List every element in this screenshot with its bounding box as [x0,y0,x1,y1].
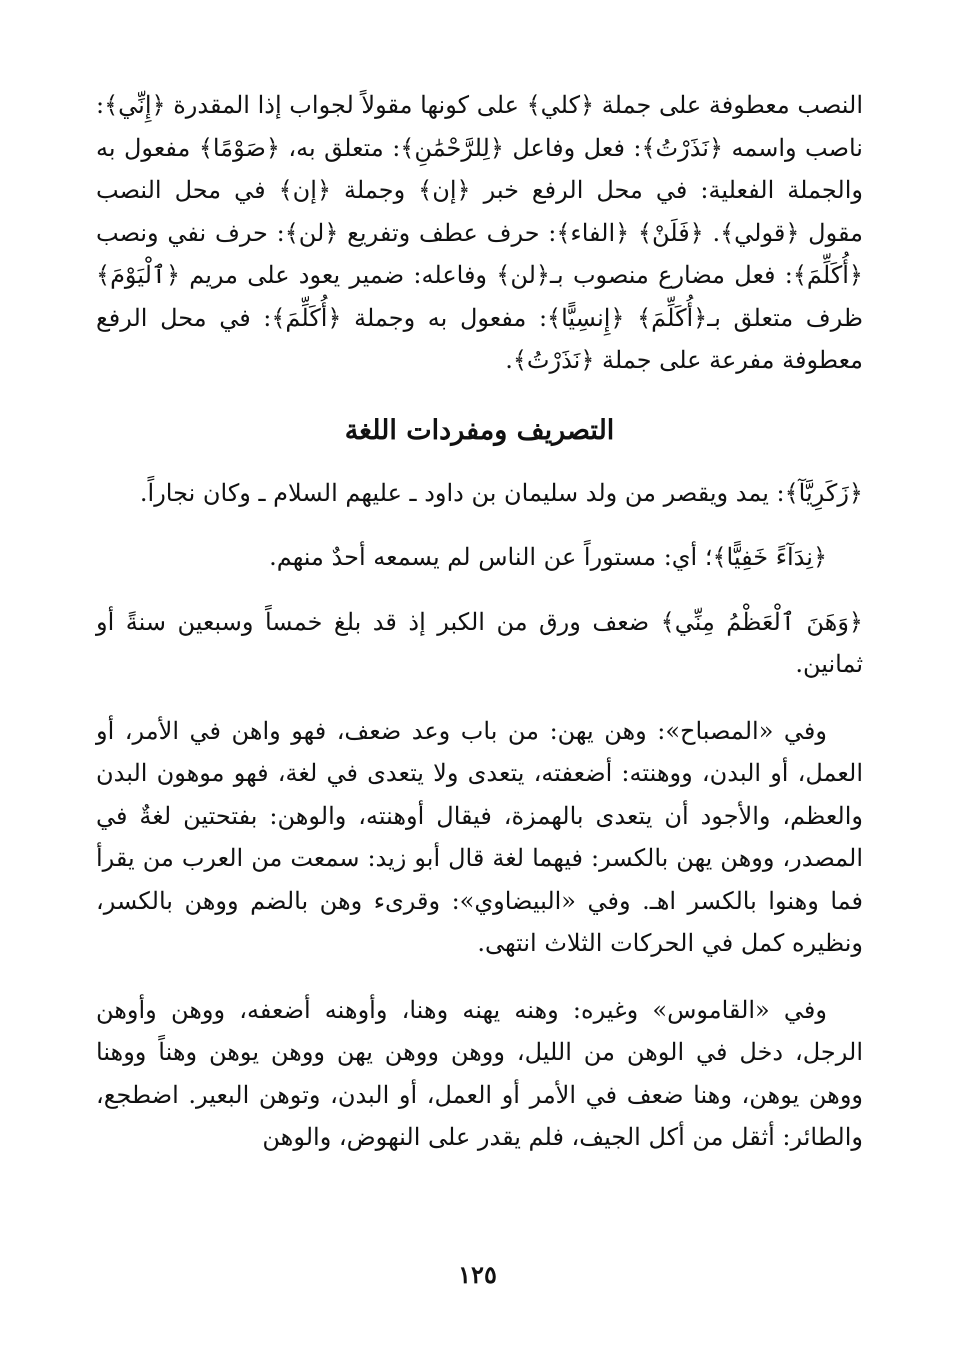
page-body [96,84,863,1159]
section-heading: التصريف ومفردات اللغة [344,414,615,446]
paragraph-grammar-analysis: النصب معطوفة على جملة ﴿كلي﴾ على كونها مقولاً لجواب إذا المقدرة ﴿إِنِّي﴾: ناصب واسمه ﴿نَذَرْتُ﴾: فعل وفاعل ﴿لِلرَّحْمَٰنِ﴾: متعلق به، ﴿صَوْمًا﴾ مفعول به والجملة الفعلية: في محل الرفع خبر ﴿إن﴾ وجملة ﴿إن﴾ في محل النصب مقول ﴿قولي﴾. ﴿فَلَنْ﴾ ﴿الفاء﴾: حرف عطف وتفريع ﴿لن﴾: حرف نفي ونصب ﴿أُكَلِّمَ﴾: فعل مضارع منصوب بـ﴿لن﴾ وفاعله: ضمير يعود على مريم ﴿ٱلْيَوْمَ﴾ ظرف متعلق بـ﴿أُكَلِّمَ﴾ ﴿إِنسِيًّا﴾: مفعول به وجملة ﴿أُكَلِّمَ﴾: في محل الرفع معطوفة مفرعة على جملة ﴿نَذَرْتُ﴾. [96,91,863,374]
page-number: ١٢٥ [458,1260,497,1289]
paragraph-qamus: وفي «القاموس» وغيره: وهنه يهنه وهنا، وأوهنه أضعفه، ووهن وأوهن الرجل، دخل في الوهن من الليل، ووهن ووهن يهن ووهن يوهن وهناً ووهنا ووهن يوهن، وهنا ضعف في الأمر أو العمل، أو البدن، وتوهن البعير. اضطجع، والطائر: أثقل من أكل الجيف، فلم يقدر على النهوض، والوهن [96,995,863,1151]
paragraph-zakariya: ﴿زَكَرِيَّآ﴾: يمد ويقصر من ولد سليمان بن داود ـ عليهم السلام ـ وكان نجاراً. [139,478,863,507]
paragraph-nidaa: ﴿نِدَآءً خَفِيًّا﴾؛ أي: مستوراً عن الناس لم يسمعه أحدٌ منهم. [269,543,827,571]
paragraph-misbah: وفي «المصباح»: وهن يهن: من باب وعد ضعف، فهو واهن في الأمر، أو العمل، أو البدن، ووهنته: أضعفته، يتعدى ولا يتعدى في لغة، فهو موهون البدن والعظم، والأجود أن يتعدى بالهمزة، فيقال أوهنته، والوهن: بفتحتين لغةٌ في المصدر، ووهن يهن بالكسر: فيهما لغة قال أبو زيد: سمعت من العرب من يقرأ فما وهنوا بالكسر اهـ. وفي «البيضاوي»: وقرىء وهن بالضم ووهن بالكسر، ونظيره كمل في الحركات الثلاث انتهى. [96,716,863,957]
paragraph-wahana: ﴿وَهَنَ ٱلْعَظْمُ مِنِّي﴾ ضعف ورق من الكبر إذ قد بلغ خمساً وسبعين سنةً أو ثمانين. [96,607,863,678]
